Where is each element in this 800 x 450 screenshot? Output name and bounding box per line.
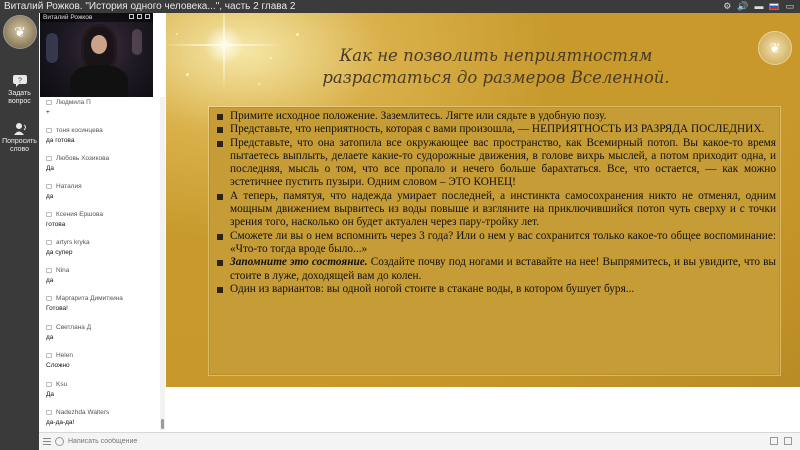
chat-input-bar: [39, 432, 800, 450]
bullet-item: Один из вариантов: вы одной ногой стоите в стакане воды, в котором бушует буря...: [216, 283, 776, 296]
request-floor-button[interactable]: [0, 122, 39, 154]
chat-scroll-thumb[interactable]: [161, 419, 164, 429]
language-flag-icon[interactable]: [769, 3, 779, 10]
bullet-item: Сможете ли вы о нем вспомнить через 3 года? Или о нем у вас сохранится только какое-то общее воспоминание: «Что-то тогда вроде было...»: [216, 230, 776, 257]
ask-question-label: Задать вопрос: [8, 90, 31, 105]
user-icon: [46, 240, 52, 245]
ask-question-button[interactable]: [0, 74, 39, 106]
chat-user-name: Светлана Д: [56, 324, 92, 331]
slide-content-box: [209, 107, 780, 375]
chat-message-text: Готова!: [46, 305, 68, 312]
school-logo-icon: ❦: [3, 15, 37, 49]
user-icon: [46, 268, 52, 273]
tree-logo-icon: ❦: [758, 31, 792, 65]
sparkle-decoration: [176, 33, 178, 35]
user-icon: [46, 100, 52, 105]
bullet-item: Представьте, что неприятность, которая с вами произошла, — НЕПРИЯТНОСТЬ ИЗ РАЗРЯДА ПОСЛЕДНИХ.: [216, 123, 776, 136]
chat-message-text: да: [46, 277, 54, 284]
chat-message-text: Да: [46, 391, 55, 398]
chat-message-text: да супер: [46, 249, 73, 256]
fullscreen-icon[interactable]: [784, 437, 792, 445]
bullet-item: Запомните это состояние. Создайте почву под ногами и вставайте на нее! Выпрямитесь, и вы увидите, что вы стоите в луже, доходящей вам до колен.: [216, 256, 776, 283]
chat-message-text: да: [46, 193, 54, 200]
bottom-controls: [770, 437, 792, 445]
chat-user-name: Ksu: [56, 381, 68, 388]
video-header: [40, 13, 153, 22]
window-title: Виталий Рожков. "История одного человека...", часть 2 глава 2: [4, 1, 296, 12]
chat-message-text: готова: [46, 221, 66, 228]
settings-icon[interactable]: ⚙: [723, 1, 732, 11]
chat-message-text: Сложно: [46, 362, 70, 369]
video-popout-icon[interactable]: [137, 14, 142, 19]
left-toolbar: [0, 13, 39, 450]
user-icon: [46, 184, 52, 189]
chat-message-text: да готова: [46, 137, 75, 144]
video-background: [46, 33, 58, 63]
emphasis-text: Запомните это состояние.: [230, 256, 368, 269]
bullet-item: А теперь, памятуя, что надежда умирает последней, а инстинкта самосохранения никто не отменял, одним мощным движением вырвитесь из воды повыше и взгляните на приключившийся потоп чуть сверху и с точки зрения того, насколько он будет актуален через пару-тройку лет.: [216, 190, 776, 230]
chat-list[interactable]: [40, 97, 160, 430]
user-icon: [46, 353, 52, 358]
sparkle-decoration: [258, 83, 260, 85]
slide-title-line: разрастаться до размеров Вселенной.: [322, 68, 670, 87]
bullet-item: Представьте, что она затопила все окружающее вас пространство, как Всемирный потоп. Вы какое-то время пытаетесь выплыть, делаете какие-то судорожные движения, в голове вихрь мыслей, а потом приходит одна, и последняя, мысль о том, что все пропало и нечего больше барахтаться. Все, что остается, — как можно эстетичнее пустить пузыри. Одним словом – ЭТО КОНЕЦ!: [216, 137, 776, 190]
sparkle-decoration: [270, 57, 272, 59]
chat-user-name: Любовь Хозикова: [56, 155, 110, 162]
chat-user-name: Nina: [56, 267, 70, 274]
speaker-person-icon: [12, 122, 28, 136]
menu-icon[interactable]: ▬: [754, 1, 764, 11]
user-icon: [46, 325, 52, 330]
chat-message-text: да: [46, 334, 54, 341]
chat-user-name: тоня косинцева: [56, 127, 103, 134]
chat-user-name: Nadezhda Walters: [56, 409, 110, 416]
hamburger-menu-icon[interactable]: [43, 438, 51, 445]
chat-user-name: Людмила П: [56, 99, 91, 106]
presentation-slide: [166, 13, 800, 387]
title-bar: [0, 0, 800, 13]
smiley-icon[interactable]: [55, 437, 64, 446]
chat-user-name: Ксения Ершова: [56, 211, 103, 218]
request-floor-label: Попросить слово: [2, 138, 37, 153]
chat-scrollbar[interactable]: [160, 97, 165, 430]
slide-title-line: Как не позволить неприятностям: [339, 46, 653, 65]
question-bubble-icon: [12, 74, 28, 88]
sparkle-decoration: [186, 73, 189, 76]
chat-message-text: Да: [46, 165, 55, 172]
fit-screen-icon[interactable]: [770, 437, 778, 445]
user-icon: [46, 156, 52, 161]
bullet-list: [216, 110, 776, 296]
chat-message-input[interactable]: [68, 435, 368, 448]
user-icon: [46, 128, 52, 133]
svg-text:?: ?: [17, 77, 22, 85]
chat-user-name: Наталия: [56, 183, 82, 190]
user-icon: [46, 410, 52, 415]
chat-user-name: Маргарита Димиткина: [56, 295, 123, 302]
presenter-name: Виталий Рожков: [43, 14, 93, 21]
sparkle-decoration: [296, 33, 299, 36]
user-icon: [46, 382, 52, 387]
video-background: [132, 29, 142, 55]
presenter-video[interactable]: [40, 13, 153, 97]
video-volume-icon[interactable]: [145, 14, 150, 19]
user-icon: [46, 296, 52, 301]
bullet-item: Примите исходное положение. Заземлитесь. Лягте или сядьте в удобную позу.: [216, 110, 776, 123]
slide-title: [276, 45, 716, 89]
chat-message-text: да-да-да!: [46, 419, 75, 426]
title-controls: [723, 0, 794, 13]
presenter-face: [91, 35, 107, 54]
chat-message-text: +: [46, 109, 50, 116]
presenter-body: [70, 65, 128, 97]
chat-user-name: Helen: [56, 352, 73, 359]
fullscreen-icon[interactable]: ▭: [785, 1, 794, 11]
video-expand-icon[interactable]: [129, 14, 134, 19]
volume-icon[interactable]: 🔊: [737, 1, 749, 11]
user-icon: [46, 212, 52, 217]
chat-user-name: artyrs kryka: [56, 239, 90, 246]
